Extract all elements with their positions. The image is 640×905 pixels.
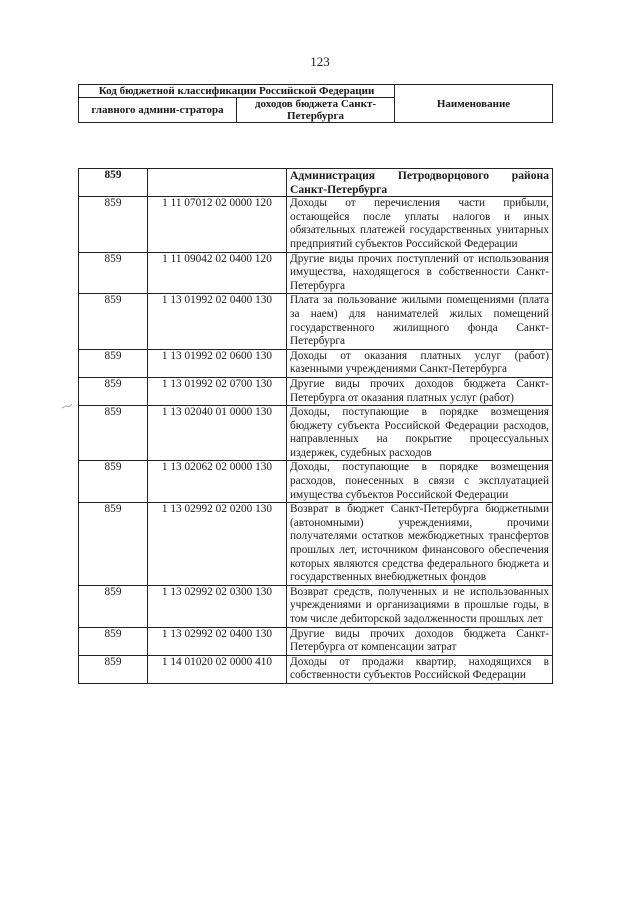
row-admin-code: 859 [79, 461, 148, 503]
table-row [79, 585, 553, 627]
row-income-code: 1 13 02062 02 0000 130 [148, 461, 287, 503]
header-col-admin: главного админи-стратора [79, 98, 237, 123]
header-group-title: Код бюджетной классификации Российской Федерации [79, 85, 395, 98]
row-name: Доходы от оказания платных услуг (работ) казенными учреждениями Санкт-Петербурга [287, 349, 553, 377]
row-name: Другие виды прочих доходов бюджета Санкт-Петербурга от компенсации затрат [287, 627, 553, 655]
row-income-code: 1 13 01992 02 0700 130 [148, 377, 287, 405]
row-income-code: 1 14 01020 02 0000 410 [148, 655, 287, 683]
row-income-code: 1 13 02992 02 0400 130 [148, 627, 287, 655]
table-row [79, 655, 553, 683]
row-admin-code: 859 [79, 294, 148, 349]
header-col-code: доходов бюджета Санкт-Петербурга [237, 98, 395, 123]
row-name: Администрация Петродворцового района Санкт-Петербурга [287, 169, 553, 197]
row-income-code: 1 13 01992 02 0400 130 [148, 294, 287, 349]
row-admin-code: 859 [79, 377, 148, 405]
table-row [79, 349, 553, 377]
row-name: Возврат средств, полученных и не использованных учреждениями и организациями в прошлые годы, в том числе дебиторской задолженности прошлых лет [287, 585, 553, 627]
row-name: Доходы от продажи квартир, находящихся в собственности субъектов Российской Федерации [287, 655, 553, 683]
row-admin-code: 859 [79, 252, 148, 294]
page-number: 123 [310, 54, 330, 69]
table-row [79, 252, 553, 294]
table-row [79, 627, 553, 655]
table-row [79, 406, 553, 461]
row-name: Доходы, поступающие в порядке возмещения расходов, понесенных в связи с эксплуатацией имущества субъектов Российской Федерации [287, 461, 553, 503]
row-name: Другие виды прочих доходов бюджета Санкт-Петербурга от оказания платных услуг (работ) [287, 377, 553, 405]
table-row [79, 169, 553, 197]
row-admin-code: 859 [79, 503, 148, 586]
header-col-name: Наименование [395, 85, 553, 123]
row-name: Плата за пользование жилыми помещениями (плата за наем) для нанимателей жилых помещений государственного жилищного фонда Санкт-Петербурга [287, 294, 553, 349]
scan-speck [62, 403, 72, 409]
row-admin-code: 859 [79, 655, 148, 683]
row-income-code: 1 13 02992 02 0200 130 [148, 503, 287, 586]
row-name: Доходы, поступающие в порядке возмещения бюджету субъекта Российской Федерации расходов, направленных на покрытие процессуальных издержек, судебных расходов [287, 406, 553, 461]
income-codes-table [78, 168, 553, 684]
table-row [79, 503, 553, 586]
row-admin-code: 859 [79, 349, 148, 377]
row-income-code: 1 11 09042 02 0400 120 [148, 252, 287, 294]
table-body [79, 169, 553, 684]
row-income-code: 1 13 01992 02 0600 130 [148, 349, 287, 377]
row-income-code: 1 11 07012 02 0000 120 [148, 197, 287, 252]
row-admin-code: 859 [79, 585, 148, 627]
table-row [79, 377, 553, 405]
header-row-group [79, 85, 553, 98]
row-income-code: 1 13 02040 01 0000 130 [148, 406, 287, 461]
table-row [79, 197, 553, 252]
row-name: Другие виды прочих поступлений от использования имущества, находящегося в собственности Санкт-Петербурга [287, 252, 553, 294]
row-admin-code: 859 [79, 627, 148, 655]
row-admin-code: 859 [79, 406, 148, 461]
row-income-code: 1 13 02992 02 0300 130 [148, 585, 287, 627]
row-income-code [148, 169, 287, 197]
row-name: Доходы от перечисления части прибыли, остающейся после уплаты налогов и иных обязательных платежей государственных унитарных предприятий субъектов Российской Федерации [287, 197, 553, 252]
row-name: Возврат в бюджет Санкт-Петербурга бюджетными (автономными) учреждениями, прочими получателями остатков межбюджетных трансфертов прошлых лет, источником финансового обеспечения которых являются средства федерального бюджета и государственных внебюджетных фондов [287, 503, 553, 586]
row-admin-code: 859 [79, 169, 148, 197]
table-row [79, 294, 553, 349]
row-admin-code: 859 [79, 197, 148, 252]
table-row [79, 461, 553, 503]
header-table [78, 84, 553, 123]
